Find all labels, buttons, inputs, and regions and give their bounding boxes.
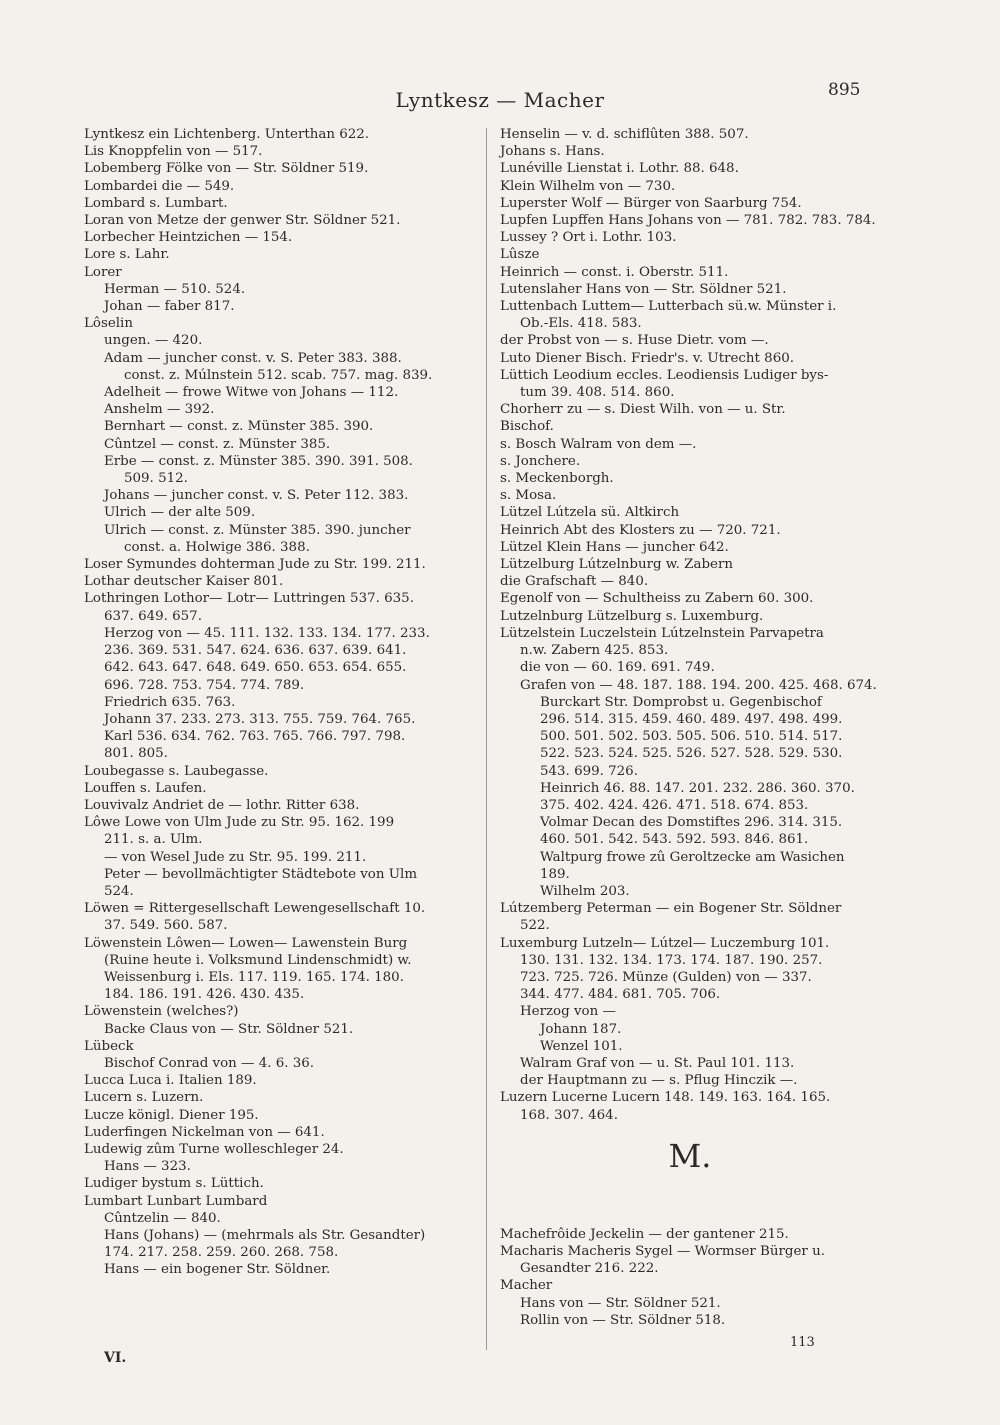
index-entry: Friedrich 635. 763. xyxy=(104,694,236,710)
index-entry: 130. 131. 132. 134. 173. 174. 187. 190. 257. xyxy=(520,952,823,968)
index-entry: Adam — juncher const. v. S. Peter 383. 388. xyxy=(104,350,402,366)
index-entry: Adelheit — frowe Witwe von Johans — 112. xyxy=(104,385,399,401)
index-entry: Hans von — Str. Söldner 521. xyxy=(520,1295,721,1311)
index-entry: Lutzelnburg Lützelburg s. Luxemburg. xyxy=(500,608,764,624)
index-entry: Bischof Conrad von — 4. 6. 36. xyxy=(104,1055,315,1071)
index-entry: Lombardei die — 549. xyxy=(84,178,235,194)
index-entry: Heinrich Abt des Klosters zu — 720. 721. xyxy=(500,522,781,538)
index-entry: Lutenslaher Hans von — Str. Söldner 521. xyxy=(500,281,787,297)
index-entry: der Hauptmann zu — s. Pflug Hinczik —. xyxy=(520,1073,798,1089)
index-entry: Wilhelm 203. xyxy=(540,883,630,899)
index-entry: Lützel Lútzela sü. Altkirch xyxy=(500,505,680,521)
index-entry: Egenolf von — Schultheiss zu Zabern 60. 300. xyxy=(500,591,814,607)
index-entry: Gesandter 216. 222. xyxy=(520,1261,659,1277)
index-entry: Grafen von — 48. 187. 188. 194. 200. 425. 468. 674. xyxy=(520,677,877,693)
running-head: Lyntkesz — Macher xyxy=(395,88,605,112)
right-column-entries-m xyxy=(500,1226,880,1329)
index-entry: 296. 514. 315. 459. 460. 489. 497. 498. 499. xyxy=(540,711,843,727)
index-entry: 524. xyxy=(104,883,134,899)
index-entry: Johans — juncher const. v. S. Peter 112. 383. xyxy=(104,488,409,504)
index-entry: Loran von Metze der genwer Str. Söldner 521. xyxy=(84,213,401,229)
index-entry: Lucern s. Luzern. xyxy=(84,1090,204,1106)
index-entry: Lützelburg Lútzelnburg w. Zabern xyxy=(500,557,733,573)
index-entry: Bischof. xyxy=(500,419,554,435)
index-entry: 37. 549. 560. 587. xyxy=(104,918,228,934)
index-entry: Machefrôide Jeckelin — der gantener 215. xyxy=(500,1226,789,1242)
index-entry: Henselin — v. d. schiflûten 388. 507. xyxy=(500,127,749,142)
index-entry: Löwen = Rittergesellschaft Lewengesellschaft 10. xyxy=(84,901,426,917)
index-entry: — von Wesel Jude zu Str. 95. 199. 211. xyxy=(104,849,367,865)
index-entry: Ulrich — der alte 509. xyxy=(104,505,256,521)
index-entry: n.w. Zabern 425. 853. xyxy=(520,643,669,659)
index-entry: Lunéville Lienstat i. Lothr. 88. 648. xyxy=(500,161,739,177)
index-entry: Lis Knoppfelin von — 517. xyxy=(84,144,263,160)
index-entry: 801. 805. xyxy=(104,746,168,762)
index-entry: Herman — 510. 524. xyxy=(104,281,246,297)
index-entry: Luxemburg Lutzeln— Lútzel— Luczemburg 101. xyxy=(500,935,830,951)
index-entry: 344. 477. 484. 681. 705. 706. xyxy=(520,987,721,1003)
index-entry: 168. 307. 464. xyxy=(520,1107,618,1123)
index-entry: Bernhart — const. z. Münster 385. 390. xyxy=(104,419,374,435)
index-entry: Lupfen Lupffen Hans Johans von — 781. 782. 783. 784. xyxy=(500,213,876,229)
index-entry: Luzern Lucerne Lucern 148. 149. 163. 164. 165. xyxy=(500,1090,831,1106)
index-entry: 509. 512. xyxy=(124,471,188,487)
index-entry: Lútzemberg Peterman — ein Bogener Str. Söldner xyxy=(500,901,842,917)
index-entry: 460. 501. 542. 543. 592. 593. 846. 861. xyxy=(540,832,809,848)
index-entry: Walram Graf von — u. St. Paul 101. 113. xyxy=(520,1055,795,1071)
index-entry: Loser Symundes dohterman Jude zu Str. 199. 211. xyxy=(84,557,426,573)
index-entry: Lothar deutscher Kaiser 801. xyxy=(84,574,284,590)
folio-number: 113 xyxy=(790,1335,815,1350)
index-entry: Lumbart Lunbart Lumbard xyxy=(84,1193,268,1209)
index-entry: 543. 699. 726. xyxy=(540,763,638,779)
index-entry: Volmar Decan des Domstiftes 296. 314. 315. xyxy=(540,815,843,831)
index-entry: 236. 369. 531. 547. 624. 636. 637. 639. 641. xyxy=(104,643,407,659)
index-entry: Louvivalz Andriet de — lothr. Ritter 638. xyxy=(84,797,360,813)
index-entry: Lüttich Leodium eccles. Leodiensis Ludiger bys- xyxy=(500,367,829,383)
page-number: 895 xyxy=(828,80,861,100)
index-entry: Lombard s. Lumbart. xyxy=(84,195,228,211)
index-entry: Weissenburg i. Els. 117. 119. 165. 174. 180. xyxy=(104,969,404,985)
index-entry: Lyntkesz ein Lichtenberg. Unterthan 622. xyxy=(84,127,370,142)
index-entry: Macharis Macheris Sygel — Wormser Bürger u. xyxy=(500,1243,825,1259)
signature-mark: VI. xyxy=(104,1350,127,1366)
index-entry: s. Mosa. xyxy=(500,488,557,504)
index-entry: 522. xyxy=(520,918,550,934)
index-entry: Lützelstein Luczelstein Lútzelnstein Parvapetra xyxy=(500,625,824,641)
index-entry: s. Bosch Walram von dem —. xyxy=(500,436,697,452)
left-column xyxy=(84,126,476,1279)
index-entry: Louffen s. Laufen. xyxy=(84,780,207,796)
column-divider xyxy=(486,128,487,1350)
index-entry: Lôwe Lowe von Ulm Jude zu Str. 95. 162. 199 xyxy=(84,815,395,831)
index-entry: Lucze königl. Diener 195. xyxy=(84,1107,259,1123)
index-entry: 696. 728. 753. 754. 774. 789. xyxy=(104,677,305,693)
index-entry: Hans (Johans) — (mehrmals als Str. Gesandter) xyxy=(104,1228,426,1243)
index-entry: ungen. — 420. xyxy=(104,333,203,349)
index-entry: Lobemberg Fölke von — Str. Söldner 519. xyxy=(84,161,369,177)
index-entry: Karl 536. 634. 762. 763. 765. 766. 797. 798. xyxy=(104,729,406,745)
index-entry: Backe Claus von — Str. Söldner 521. xyxy=(104,1021,354,1037)
index-entry: der Probst von — s. Huse Dietr. vom —. xyxy=(500,333,769,349)
index-entry: Lützel Klein Hans — juncher 642. xyxy=(500,539,729,555)
index-entry: Erbe — const. z. Münster 385. 390. 391. 508. xyxy=(104,453,413,469)
index-entry: s. Jonchere. xyxy=(500,453,581,469)
index-entry: const. a. Holwige 386. 388. xyxy=(124,539,310,555)
index-entry: s. Meckenborgh. xyxy=(500,471,614,487)
index-entry: 522. 523. 524. 525. 526. 527. 528. 529. 530. xyxy=(540,746,843,762)
index-entry: 174. 217. 258. 259. 260. 268. 758. xyxy=(104,1245,339,1261)
index-entry: 211. s. a. Ulm. xyxy=(104,832,203,848)
index-entry: const. z. Múlnstein 512. scab. 757. mag. 839. xyxy=(124,367,433,383)
index-entry: Löwenstein Lôwen— Lowen— Lawenstein Burg xyxy=(84,935,408,951)
index-entry: Lorbecher Heintzichen — 154. xyxy=(84,230,293,246)
index-entry: Lore s. Lahr. xyxy=(84,247,170,263)
index-entry: 184. 186. 191. 426. 430. 435. xyxy=(104,987,305,1003)
index-entry: Lorer xyxy=(84,264,122,280)
index-entry: Burckart Str. Domprobst u. Gegenbischof xyxy=(540,694,822,710)
index-entry: Ulrich — const. z. Münster 385. 390. juncher xyxy=(104,522,411,538)
index-entry: Wenzel 101. xyxy=(540,1038,623,1054)
index-entry: Lothringen Lothor— Lotr— Luttringen 537. 635. xyxy=(84,591,414,607)
index-entry: Herzog von — xyxy=(520,1004,616,1020)
index-entry: 723. 725. 726. Münze (Gulden) von — 337. xyxy=(520,969,812,985)
index-entry: Rollin von — Str. Söldner 518. xyxy=(520,1312,726,1328)
index-entry: Johan — faber 817. xyxy=(104,299,235,315)
index-entry: Cûntzelin — 840. xyxy=(104,1210,221,1226)
index-entry: 500. 501. 502. 503. 505. 506. 510. 514. 517. xyxy=(540,729,843,745)
index-entry: Luttenbach Luttem— Lutterbach sü.w. Münster i. xyxy=(500,299,837,315)
index-entry: 637. 649. 657. xyxy=(104,608,202,624)
index-entry: Ludewig zûm Turne wolleschleger 24. xyxy=(84,1141,344,1157)
index-entry: Hans — ein bogener Str. Söldner. xyxy=(104,1262,331,1278)
index-entry: Lôselin xyxy=(84,316,133,332)
index-entry: Ob.-Els. 418. 583. xyxy=(520,316,642,332)
index-entry: Lussey ? Ort i. Lothr. 103. xyxy=(500,230,677,246)
index-entry: Hans — 323. xyxy=(104,1159,191,1175)
index-entry: Johans s. Hans. xyxy=(500,144,605,160)
index-entry: Macher xyxy=(500,1278,553,1294)
index-entry: Heinrich — const. i. Oberstr. 511. xyxy=(500,264,729,280)
right-column xyxy=(500,126,880,1329)
index-entry: Ludiger bystum s. Lüttich. xyxy=(84,1176,264,1192)
index-entry: Luperster Wolf — Bürger von Saarburg 754. xyxy=(500,195,802,211)
index-entry: Klein Wilhelm von — 730. xyxy=(500,178,676,194)
section-letter: M. xyxy=(668,1136,712,1175)
index-entry: Johann 187. xyxy=(540,1021,622,1037)
index-entry: 189. xyxy=(540,866,570,882)
index-entry: Luto Diener Bisch. Friedr's. v. Utrecht 860. xyxy=(500,350,794,366)
index-entry: Anshelm — 392. xyxy=(104,402,215,418)
index-entry: die von — 60. 169. 691. 749. xyxy=(520,660,715,676)
index-entry: Loubegasse s. Laubegasse. xyxy=(84,763,269,779)
index-entry: die Grafschaft — 840. xyxy=(500,574,649,590)
index-entry: Cûntzel — const. z. Münster 385. xyxy=(104,436,331,452)
index-entry: Herzog von — 45. 111. 132. 133. 134. 177. 233. xyxy=(104,625,430,641)
index-entry: Johann 37. 233. 273. 313. 755. 759. 764. 765. xyxy=(104,711,416,727)
index-entry: Peter — bevollmächtigter Städtebote von Ulm xyxy=(104,866,418,882)
index-entry: Löwenstein (welches?) xyxy=(84,1004,239,1020)
index-entry: 375. 402. 424. 426. 471. 518. 674. 853. xyxy=(540,797,809,813)
index-entry: Luderfingen Nickelman von — 641. xyxy=(84,1124,325,1140)
index-entry: Heinrich 46. 88. 147. 201. 232. 286. 360. 370. xyxy=(540,780,855,796)
index-entry: 642. 643. 647. 648. 649. 650. 653. 654. 655. xyxy=(104,660,407,676)
index-entry: Waltpurg frowe zû Geroltzecke am Wasichen xyxy=(540,849,845,865)
index-entry: tum 39. 408. 514. 860. xyxy=(520,385,675,401)
index-entry: Chorherr zu — s. Diest Wilh. von — u. Str. xyxy=(500,402,786,418)
index-entry: Lübeck xyxy=(84,1038,134,1054)
index-entry: Lucca Luca i. Italien 189. xyxy=(84,1073,257,1089)
index-entry: (Ruine heute i. Volksmund Lindenschmidt) w. xyxy=(104,952,412,968)
index-entry: Lûsze xyxy=(500,247,540,263)
right-column-entries xyxy=(500,126,880,1124)
